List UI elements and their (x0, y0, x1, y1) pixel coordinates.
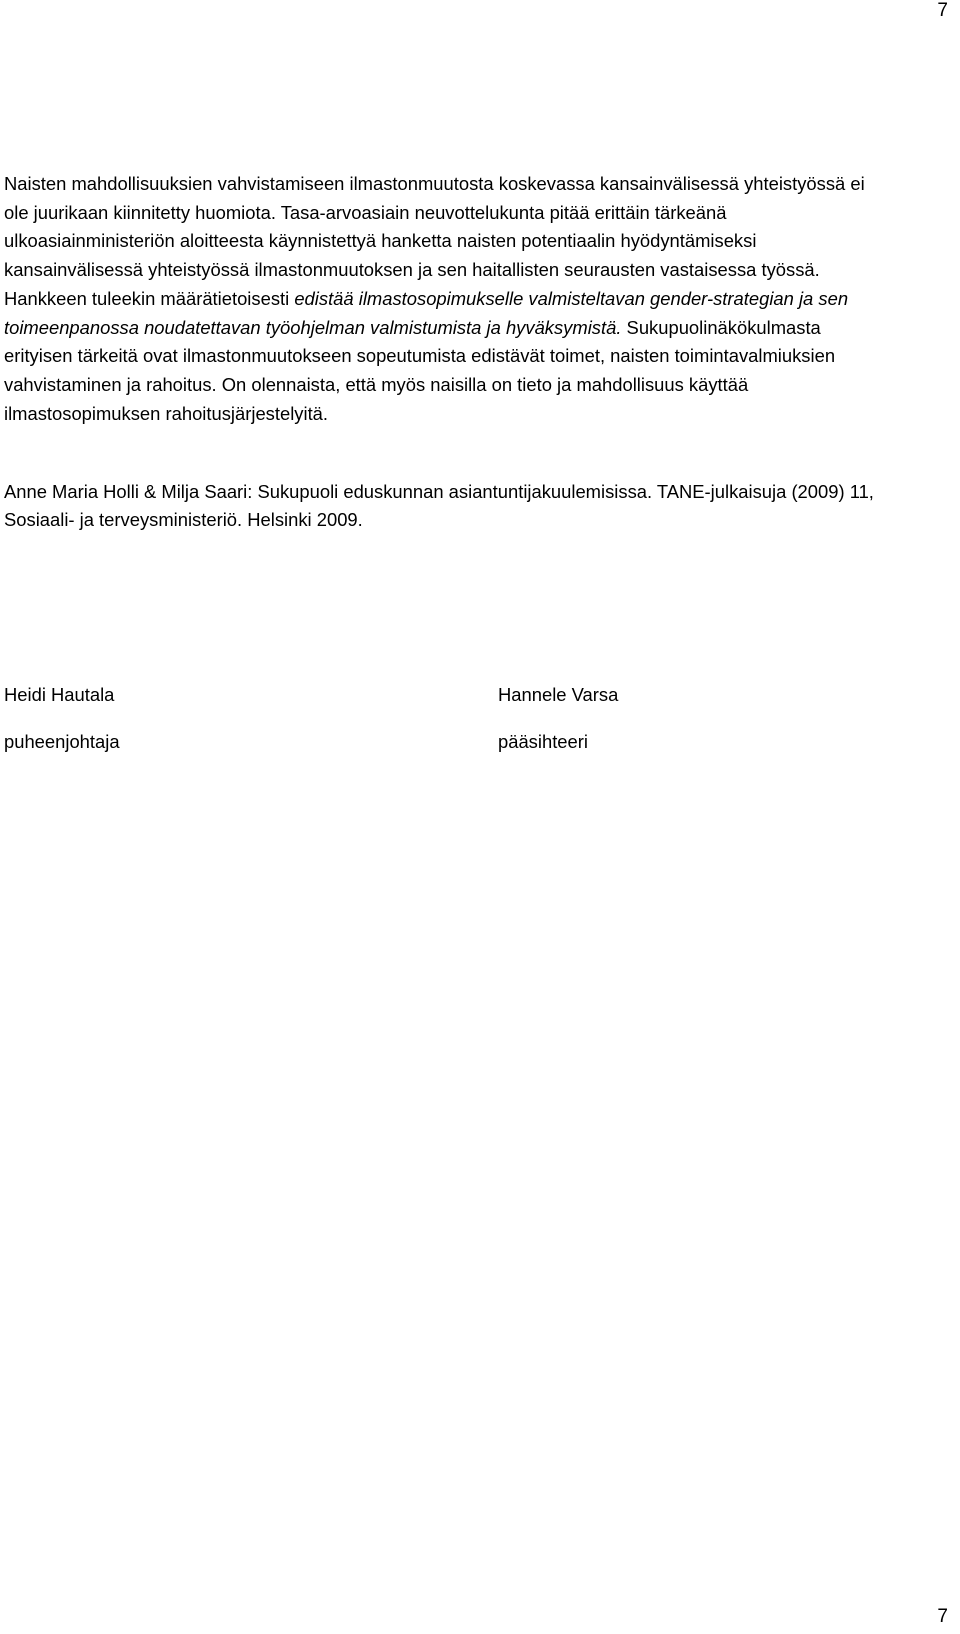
text-segment: Naisten mahdollisuuksien vahvistamiseen ilmastonmuutosta koskevassa kansainvälisessä yhteistyössä ei (4, 173, 865, 194)
paragraph-line (4, 399, 328, 428)
paragraph-line (4, 198, 726, 227)
text-segment: kansainvälisessä yhteistyössä ilmastonmuutoksen ja sen haitallisten seurausten vastaisessa työssä. (4, 259, 820, 281)
text-segment: ulkoasiainministeriön aloitteesta käynnistettyä hanketta naisten potentiaalin hyödyntämiseksi (4, 230, 757, 252)
text-segment: ole juurikaan kiinnitetty huomiota. Tasa-arvoasiain neuvottelukunta pitää erittäin tärkeänä (4, 201, 727, 223)
paragraph-line (4, 313, 821, 342)
paragraph-line (4, 255, 820, 284)
text-segment: Hankkeen tuleekin määrätietoisesti (4, 287, 295, 309)
page-number-top: 7 (937, 0, 948, 21)
paragraph-line (4, 169, 865, 198)
signature-title-2: pääsihteeri (498, 731, 588, 752)
text-segment: Sukupuolinäkökulmasta (621, 316, 821, 338)
italic-text: edistää ilmastosopimukselle valmisteltavan gender-strategian ja sen (294, 287, 849, 309)
citation-line-2: Sosiaali- ja terveysministeriö. Helsinki 2009. (4, 509, 363, 530)
text-segment: vahvistaminen ja rahoitus. On olennaista, että myös naisilla on tieto ja mahdollisuus käyttää (4, 373, 749, 395)
signature-title-1: puheenjohtaja (4, 731, 120, 752)
paragraph-line (4, 226, 756, 255)
signature-name-1: Heidi Hautala (4, 684, 115, 705)
italic-text: toimeenpanossa noudatettavan työohjelman valmistumista ja hyväksymistä. (4, 316, 622, 338)
citation-line-1: Anne Maria Holli & Milja Saari: Sukupuoli eduskunnan asiantuntijakuulemisissa. TANE-julkaisuja (2009) 11, (4, 481, 874, 502)
page-number-bottom: 7 (937, 1606, 948, 1627)
text-segment: ilmastosopimuksen rahoitusjärjestelyitä. (4, 402, 329, 424)
paragraph-line (4, 341, 835, 370)
paragraph-line (4, 370, 748, 399)
paragraph-line (4, 284, 848, 313)
text-segment: erityisen tärkeitä ovat ilmastonmuutokseen sopeutumista edistävät toimet, naisten toimintavalmiuksien (4, 345, 836, 367)
signature-name-2: Hannele Varsa (498, 684, 619, 705)
